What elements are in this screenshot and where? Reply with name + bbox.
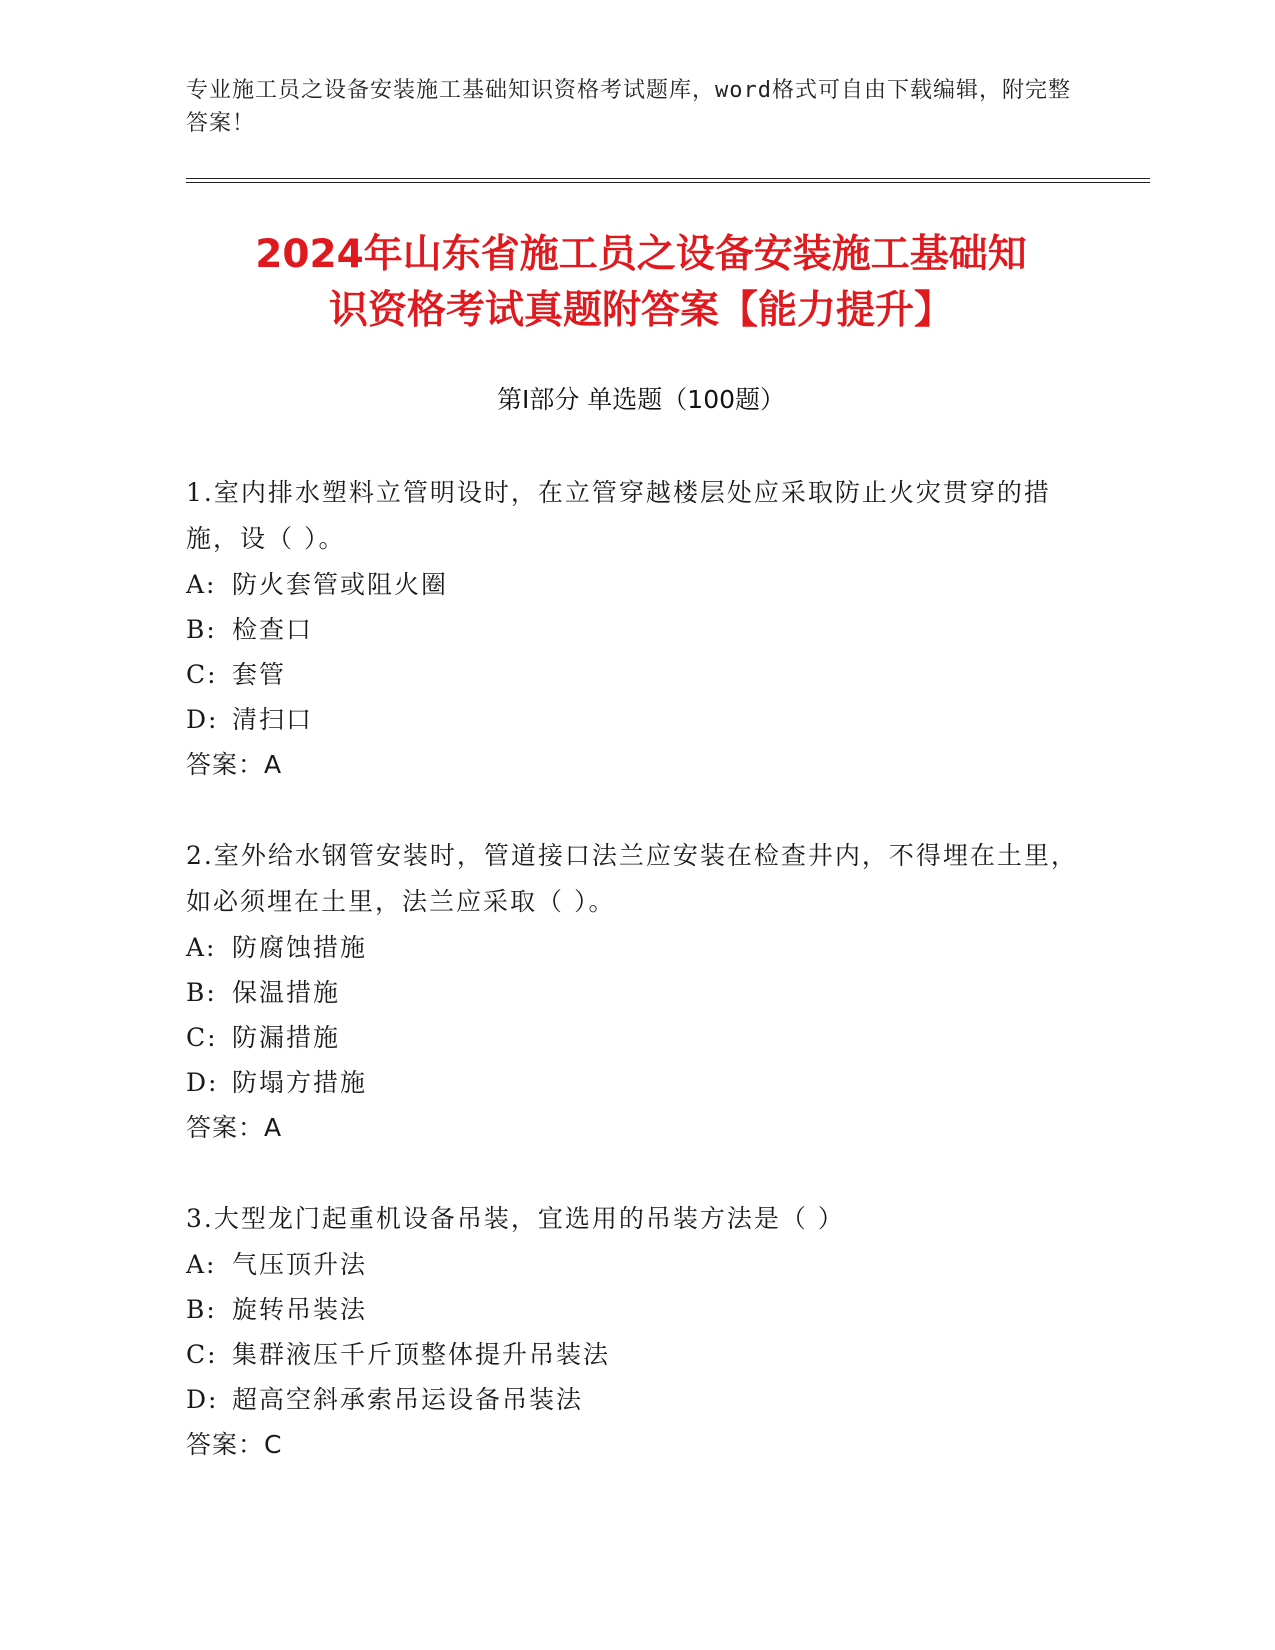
option-letter: A:	[186, 933, 217, 962]
option-letter: D:	[186, 705, 219, 734]
option-text: 套管	[232, 660, 287, 689]
answer-line	[186, 1105, 1086, 1150]
answer-value: A	[264, 750, 283, 779]
answer-value: A	[264, 1113, 283, 1142]
question-stem: 3.大型龙门起重机设备吊装，宜选用的吊装方法是（ ）	[186, 1204, 845, 1233]
answer-label: 答案：	[186, 750, 265, 779]
option-text: 旋转吊装法	[232, 1295, 368, 1324]
header-divider-top	[186, 178, 1150, 179]
header-divider-bottom	[186, 182, 1150, 183]
option-b	[186, 607, 1086, 652]
option-d	[186, 1060, 1086, 1105]
option-letter: C:	[186, 660, 218, 689]
option-letter: C:	[186, 1023, 218, 1052]
question-1	[186, 470, 1086, 787]
option-letter: D:	[186, 1068, 219, 1097]
option-letter: B:	[186, 615, 217, 644]
option-d	[186, 697, 1086, 742]
option-letter: B:	[186, 1295, 217, 1324]
option-letter: B:	[186, 978, 217, 1007]
option-text: 检查口	[232, 615, 314, 644]
document-title	[186, 227, 1096, 339]
option-b	[186, 1287, 1086, 1332]
option-text: 集群液压千斤顶整体提升吊装法	[232, 1340, 611, 1369]
option-text: 超高空斜承索吊运设备吊装法	[232, 1385, 584, 1414]
answer-value: C	[264, 1430, 283, 1459]
answer-line	[186, 1422, 1086, 1467]
option-text: 防塌方措施	[232, 1068, 368, 1097]
option-c	[186, 652, 1086, 697]
option-a	[186, 1242, 1086, 1287]
answer-label: 答案：	[186, 1430, 265, 1459]
option-letter: C:	[186, 1340, 218, 1369]
question-stem: 1.室内排水塑料立管明设时，在立管穿越楼层处应采取防止火灾贯穿的措施，设（ ）。	[186, 478, 1051, 553]
option-letter: A:	[186, 1250, 217, 1279]
section-heading: 第Ⅰ部分 单选题（100题）	[496, 385, 786, 414]
option-b	[186, 970, 1086, 1015]
option-text: 清扫口	[232, 705, 314, 734]
answer-line	[186, 742, 1086, 787]
title-line-1: 2024年山东省施工员之设备安装施工基础知	[255, 232, 1027, 277]
option-letter: A:	[186, 570, 217, 599]
option-a	[186, 562, 1086, 607]
option-letter: D:	[186, 1385, 219, 1414]
option-text: 气压顶升法	[232, 1250, 368, 1279]
option-c	[186, 1332, 1086, 1377]
option-text: 防腐蚀措施	[232, 933, 368, 962]
option-d	[186, 1377, 1086, 1422]
question-3	[186, 1196, 1086, 1467]
option-c	[186, 1015, 1086, 1060]
option-a	[186, 925, 1086, 970]
header-note: 专业施工员之设备安装施工基础知识资格考试题库，word格式可自由下载编辑，附完整答案！	[186, 78, 1071, 136]
option-text: 防火套管或阻火圈	[232, 570, 449, 599]
option-text: 保温措施	[232, 978, 341, 1007]
question-2	[186, 833, 1086, 1150]
title-line-2: 识资格考试真题附答案【能力提升】	[328, 288, 953, 333]
question-stem: 2.室外给水钢管安装时，管道接口法兰应安装在检查井内，不得埋在土里，如必须埋在土里，法兰应采取（ ）。	[186, 841, 1078, 916]
answer-label: 答案：	[186, 1113, 265, 1142]
option-text: 防漏措施	[232, 1023, 341, 1052]
